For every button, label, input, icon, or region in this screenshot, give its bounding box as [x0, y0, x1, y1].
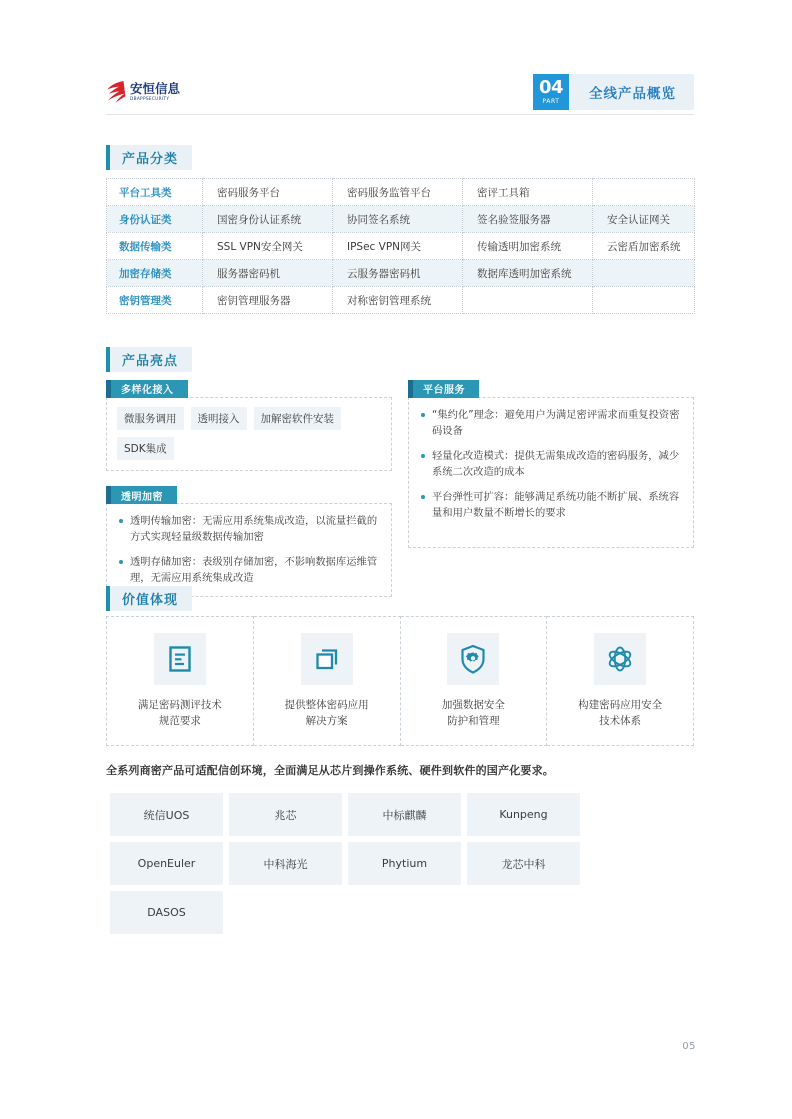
row-item [593, 287, 695, 314]
highlight-body-access [106, 397, 392, 471]
row-item: 密评工具箱 [463, 179, 593, 206]
row-item: 对称密钥管理系统 [333, 287, 463, 314]
company-logo [106, 77, 180, 107]
shield-gear-icon [447, 633, 499, 685]
document-icon [154, 633, 206, 685]
value-card [401, 616, 548, 746]
os-compatibility-note: 全系列商密产品可适配信创环境，全面满足从芯片到操作系统、硬件到软件的国产化要求。 [106, 764, 554, 777]
os-chip: Kunpeng [467, 793, 580, 836]
row-item [593, 260, 695, 287]
table-row [107, 260, 695, 287]
row-item: 传输透明加密系统 [463, 233, 593, 260]
value-line-1: 满足密码测评技术 [137, 699, 222, 711]
os-chip: 兆芯 [229, 793, 342, 836]
access-chip: 加解密软件安装 [254, 407, 342, 430]
atom-icon [594, 633, 646, 685]
row-item: 密钥管理服务器 [203, 287, 333, 314]
section-title-classification: 产品分类 [110, 145, 192, 170]
os-chip: DASOS [110, 891, 223, 934]
row-item: IPSec VPN网关 [333, 233, 463, 260]
highlight-tag-encryption: 透明加密 [106, 486, 177, 504]
encryption-bullet-list [117, 513, 381, 586]
table-row [107, 206, 695, 233]
row-item: 密码服务监管平台 [333, 179, 463, 206]
highlight-tag-platform: 平台服务 [408, 380, 479, 398]
highlight-block-encryption [106, 485, 392, 598]
value-card [254, 616, 401, 746]
row-category: 密钥管理类 [107, 287, 203, 314]
list-item: “集约化”理念：避免用户为满足密评需求而重复投资密码设备 [419, 407, 683, 439]
highlight-block-platform [408, 378, 694, 548]
logo-name-cn: 安恒信息 [130, 80, 181, 96]
row-item: 数据库透明加密系统 [463, 260, 593, 287]
part-number-box [533, 74, 569, 110]
value-line-2: 解决方案 [305, 715, 348, 727]
value-line-1: 提供整体密码应用 [284, 699, 369, 711]
part-label: PART [542, 98, 560, 105]
row-item [593, 179, 695, 206]
highlights-right-column [408, 378, 694, 597]
os-chip: Phytium [348, 842, 461, 885]
row-item: 云密盾加密系统 [593, 233, 695, 260]
row-item: 云服务器密码机 [333, 260, 463, 287]
section-heading-classification [106, 145, 192, 170]
logo-name-en: DBAPPSECURITY [130, 96, 170, 102]
page-number: 05 [682, 1041, 696, 1052]
page-header [106, 70, 694, 115]
value-line-2: 防护和管理 [447, 715, 500, 727]
list-item: 轻量化改造模式：提供无需集成改造的密码服务，减少系统二次改造的成本 [419, 448, 683, 480]
row-category: 加密存储类 [107, 260, 203, 287]
os-chip: 统信UOS [110, 793, 223, 836]
row-item: 国密身份认证系统 [203, 206, 333, 233]
value-line-2: 技术体系 [599, 715, 642, 727]
table-row [107, 287, 695, 314]
os-chip: OpenEuler [110, 842, 223, 885]
row-category: 数据传输类 [107, 233, 203, 260]
list-item: 透明传输加密：无需应用系统集成改造，以流量拦截的方式实现轻量级数据传输加密 [117, 513, 381, 545]
row-item [463, 287, 593, 314]
part-number: 04 [538, 77, 564, 98]
part-title: 全线产品概览 [569, 74, 694, 110]
row-item: 安全认证网关 [593, 206, 695, 233]
section-title-highlights: 产品亮点 [110, 347, 192, 372]
value-card-text [578, 697, 662, 729]
highlight-tag-access: 多样化接入 [106, 380, 188, 398]
highlights-left-column [106, 378, 392, 597]
value-line-2: 规范要求 [158, 715, 201, 727]
row-item: 服务器密码机 [203, 260, 333, 287]
list-item: 平台弹性可扩容：能够满足系统功能不断扩展、系统容量和用户数量不断增长的要求 [419, 489, 683, 521]
value-card [106, 616, 254, 746]
os-chip-grid [110, 793, 694, 934]
table-row [107, 179, 695, 206]
row-item: 密码服务平台 [203, 179, 333, 206]
platform-bullet-list [419, 407, 683, 521]
row-item: 协同签名系统 [333, 206, 463, 233]
row-item: SSL VPN安全网关 [203, 233, 333, 260]
value-card [547, 616, 694, 746]
highlight-body-platform [408, 397, 694, 548]
highlight-block-access [106, 378, 392, 471]
section-heading-value [106, 586, 192, 611]
row-category: 身份认证类 [107, 206, 203, 233]
part-badge [533, 74, 694, 110]
spacer [106, 471, 392, 485]
highlight-body-encryption [106, 503, 392, 597]
table-row [107, 233, 695, 260]
logo-swoosh-icon [106, 80, 126, 104]
logo-text [130, 80, 181, 102]
value-line-1: 加强数据安全 [441, 699, 505, 711]
product-classification-table [106, 178, 695, 314]
section-title-value: 价值体现 [110, 586, 192, 611]
os-chip: 中科海光 [229, 842, 342, 885]
value-card-text [138, 697, 222, 729]
access-chip-row [117, 407, 381, 460]
access-chip: SDK集成 [117, 437, 174, 460]
product-table-body [107, 179, 695, 314]
row-item: 签名验签服务器 [463, 206, 593, 233]
access-chip: 微服务调用 [117, 407, 184, 430]
row-category: 平台工具类 [107, 179, 203, 206]
section-heading-highlights [106, 347, 192, 372]
value-card-text [285, 697, 369, 729]
list-item: 透明存储加密：表级别存储加密，不影响数据库运维管理，无需应用系统集成改造 [117, 554, 381, 586]
highlights-container [106, 378, 694, 597]
value-card-text [442, 697, 505, 729]
value-cards-container [106, 616, 694, 746]
value-line-1: 构建密码应用安全 [578, 699, 663, 711]
access-chip: 透明接入 [191, 407, 247, 430]
os-chip: 中标麒麟 [348, 793, 461, 836]
os-chip: 龙芯中科 [467, 842, 580, 885]
layers-icon [301, 633, 353, 685]
